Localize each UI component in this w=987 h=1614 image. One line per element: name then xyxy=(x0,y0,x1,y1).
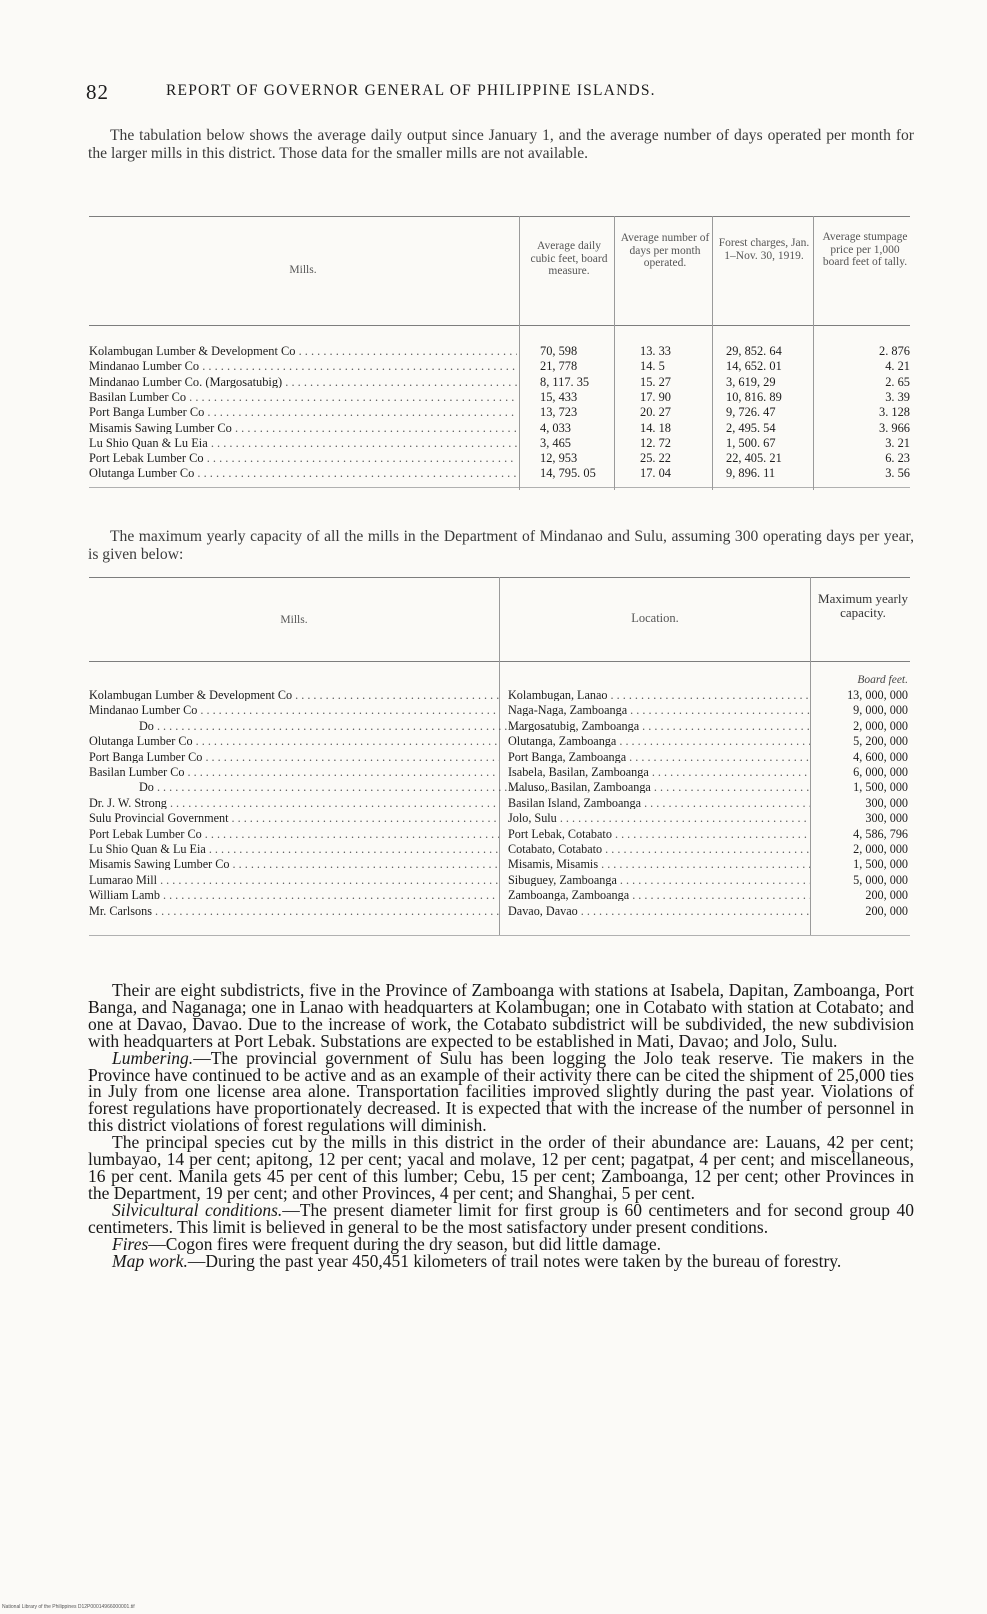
yearly-capacity: 2, 000, 000 xyxy=(853,719,908,732)
capacity-unit-label: Board feet. xyxy=(857,674,908,686)
silvicultural-paragraph: Silvicultural conditions.—The present diameter limit for first group is 60 centimeters and for second group 40 centimeters. This limit is believed in general to be the most satisfactory under present conditions. xyxy=(88,1199,914,1237)
mill-location: Isabela, Basilan, Zamboanga . . . xyxy=(508,766,810,778)
mill-location: Davao, Davao . . . xyxy=(508,905,810,917)
stumpage-price: 3. 56 xyxy=(885,467,910,480)
mill-name: Misamis Sawing Lumber Co . . . xyxy=(89,858,499,870)
table-row xyxy=(0,858,987,870)
table-row xyxy=(0,843,987,855)
table-row xyxy=(0,751,987,763)
forest-charges: 29, 852. 64 xyxy=(726,345,782,358)
table1-top-rule xyxy=(89,216,910,217)
species-paragraph: The principal species cut by the mills in this district in the order of their abundance are: Lauans, 42 per cent; lumbayao, 14 per cent; apitong, 12 per cent; yacal and molave, 12 per cent; pagatpat, 4 per cent; and miscellaneous, 16 per cent. Manila gets 45 per cent of this lumber; Cebu, 15 per cent; Zamboanga, 12 per cent; other Provinces in the Department, 19 per cent; and other Provinces, 4 per cent; and Shanghai, 5 per cent. xyxy=(88,1132,914,1203)
mill-name: Lumarao Mill . . . xyxy=(89,874,499,886)
table-row xyxy=(0,735,987,747)
table-row xyxy=(0,874,987,886)
yearly-capacity: 5, 200, 000 xyxy=(853,735,908,748)
capacity-paragraph: The maximum yearly capacity of all the mills in the Department of Mindanao and Sulu, assuming 300 operating days per year, is given below: xyxy=(88,528,914,563)
stumpage-price: 2. 876 xyxy=(879,345,910,358)
table1-header-rule xyxy=(89,325,910,326)
avg-daily-output: 13, 723 xyxy=(540,406,578,419)
mill-name: Sulu Provincial Government . . . xyxy=(89,812,499,824)
table1-header-charges: Forest charges, Jan. 1–Nov. 30, 1919. xyxy=(718,237,810,262)
avg-daily-output: 8, 117. 35 xyxy=(540,375,590,388)
scan-footer: National Library of the Philippines D12P00014966000001.tif xyxy=(2,1604,135,1610)
table-row xyxy=(0,812,987,824)
mill-name: Mindanao Lumber Co. (Margosatubig) . . . xyxy=(89,376,517,388)
map-work-paragraph: Map work.—During the past year 450,451 kilometers of trail notes were taken by the bureau of forestry. xyxy=(112,1250,842,1271)
table-row xyxy=(0,437,987,449)
avg-daily-output: 3, 465 xyxy=(540,436,571,450)
yearly-capacity: 13, 000, 000 xyxy=(847,689,908,701)
yearly-capacity: 200, 000 xyxy=(865,889,908,902)
forest-charges: 9, 896. 11 xyxy=(726,467,776,480)
yearly-capacity: 1, 500, 000 xyxy=(853,781,908,794)
mill-name: Misamis Sawing Lumber Co . . . xyxy=(89,422,517,434)
mill-name: Port Lebak Lumber Co . . . xyxy=(89,828,499,840)
table2-bottom-rule xyxy=(89,935,910,936)
table-row xyxy=(0,422,987,434)
avg-days-operated: 14. 5 xyxy=(640,360,665,373)
mill-name: Do . . . xyxy=(89,720,549,732)
mill-location: Port Banga, Zamboanga . . . xyxy=(508,751,810,763)
running-title: REPORT OF GOVERNOR GENERAL OF PHILIPPINE ISLANDS. xyxy=(166,82,656,99)
mill-name: Olutanga Lumber Co . . . xyxy=(89,467,517,479)
mill-location: Port Lebak, Cotabato . . . xyxy=(508,828,810,840)
avg-daily-output: 70, 598 xyxy=(540,345,578,358)
avg-days-operated: 13. 33 xyxy=(640,345,671,358)
yearly-capacity: 6, 000, 000 xyxy=(853,766,908,778)
mill-location: Jolo, Sulu . . . xyxy=(508,812,810,824)
yearly-capacity: 300, 000 xyxy=(865,812,908,825)
mill-name: Kolambugan Lumber & Development Co . . . xyxy=(89,689,499,701)
mill-location: Sibuguey, Zamboanga . . . xyxy=(508,874,810,886)
table1-header-mills: Mills. xyxy=(289,264,317,276)
table-row xyxy=(0,360,987,372)
avg-days-operated: 20. 27 xyxy=(640,406,671,419)
mill-name: Basilan Lumber Co . . . xyxy=(89,391,517,403)
stumpage-price: 2. 65 xyxy=(885,375,910,388)
table-row xyxy=(0,406,987,418)
table-row xyxy=(0,766,987,778)
table1-header-stumpage: Average stumpage price per 1,000 board feet of tally. xyxy=(822,231,908,268)
stumpage-price: 3. 128 xyxy=(879,406,910,419)
table-row xyxy=(0,467,987,479)
table-row xyxy=(0,376,987,388)
mill-name: Lu Shio Quan & Lu Eia . . . xyxy=(89,843,499,855)
mill-location: Naga-Naga, Zamboanga . . . xyxy=(508,704,810,716)
avg-days-operated: 15. 27 xyxy=(640,375,671,388)
lumbering-heading: Lumbering. xyxy=(112,1047,194,1068)
forest-charges: 10, 816. 89 xyxy=(726,390,782,404)
table1-header-daily: Average daily cubic feet, board measure. xyxy=(530,240,608,277)
mill-name: Kolambugan Lumber & Development Co . . . xyxy=(89,345,517,357)
silvicultural-heading: Silvicultural conditions. xyxy=(112,1199,283,1220)
table-row xyxy=(0,797,987,809)
yearly-capacity: 200, 000 xyxy=(865,904,908,917)
avg-daily-output: 12, 953 xyxy=(540,452,578,465)
table2-header-location: Location. xyxy=(631,611,679,625)
mill-name: Dr. J. W. Strong . . . xyxy=(89,797,499,809)
forest-charges: 9, 726. 47 xyxy=(726,406,776,419)
mill-location: Basilan Island, Zamboanga . . . xyxy=(508,797,810,809)
lumbering-paragraph: Lumbering.—The provincial government of Sulu has been logging the Jolo teak reserve. Tie makers in the Province have continued to be active and as an example of their activity there can be cited the shipment of 25,000 ties in July from one license area alone. Transportation facilities improved slightly during the past year. Violations of forest regulations have proportionately decreased. It is expected that with the increase of the number of personnel in this district violations of forest regulations will diminish. xyxy=(88,1047,914,1136)
table-row xyxy=(0,452,987,464)
avg-days-operated: 25. 22 xyxy=(640,452,671,465)
page-number: 82 xyxy=(86,80,109,104)
yearly-capacity: 4, 586, 796 xyxy=(853,827,908,840)
forest-charges: 1, 500. 67 xyxy=(726,436,776,450)
forest-charges: 2, 495. 54 xyxy=(726,421,776,434)
mill-location: Kolambugan, Lanao . . . xyxy=(508,689,810,701)
table1-bottom-rule xyxy=(89,487,910,488)
stumpage-price: 6. 23 xyxy=(885,452,910,465)
mill-location: Misamis, Misamis . . . xyxy=(508,858,810,870)
table-row xyxy=(0,391,987,403)
mill-location: Cotabato, Cotabato . . . xyxy=(508,843,810,855)
avg-days-operated: 12. 72 xyxy=(640,436,671,450)
mill-name: Port Banga Lumber Co . . . xyxy=(89,751,499,763)
mill-name: Port Lebak Lumber Co . . . xyxy=(89,452,517,464)
yearly-capacity: 9, 000, 000 xyxy=(853,704,908,717)
forest-charges: 3, 619, 29 xyxy=(726,375,776,388)
mill-name: Mindanao Lumber Co . . . xyxy=(89,360,517,372)
subdistricts-paragraph: Their are eight subdistricts, five in the Province of Zamboanga with stations at Isabela, Dapitan, Zamboanga, Port Banga, and Naganaga; one in Lanao with headquarters at Kolambugan; one in Cotabato with station at Cotabato; and one at Davao, Davao. Due to the increase of work, the Cotabato subdistrict will be subdivided, the new subdivision with headquarters at Port Lebak. Substations are expected to be established in Mati, Davao; and Jolo, Sulu. xyxy=(88,980,914,1051)
table-row xyxy=(0,781,987,793)
table-row xyxy=(0,905,987,917)
stumpage-price: 3. 39 xyxy=(885,390,910,404)
table2-header-capacity: Maximum yearly capacity. xyxy=(818,591,908,620)
mill-name: Do . . . xyxy=(89,781,549,793)
yearly-capacity: 2, 000, 000 xyxy=(853,843,908,855)
stumpage-price: 3. 21 xyxy=(885,436,910,450)
avg-daily-output: 15, 433 xyxy=(540,390,578,404)
avg-days-operated: 14. 18 xyxy=(640,421,671,434)
stumpage-price: 4. 21 xyxy=(885,360,910,373)
table-row xyxy=(0,720,987,732)
yearly-capacity: 5, 000, 000 xyxy=(853,873,908,886)
avg-daily-output: 14, 795. 05 xyxy=(540,467,596,480)
mill-name: William Lamb . . . xyxy=(89,889,499,901)
yearly-capacity: 1, 500, 000 xyxy=(853,858,908,871)
page-header xyxy=(86,80,916,108)
body-text xyxy=(88,982,914,1269)
forest-charges: 22, 405. 21 xyxy=(726,452,782,465)
avg-days-operated: 17. 90 xyxy=(640,390,671,404)
table1-header-days: Average number of days per month operated. xyxy=(620,232,710,269)
mill-location: Zamboanga, Zamboanga . . . xyxy=(508,889,810,901)
yearly-capacity: 4, 600, 000 xyxy=(853,750,908,763)
avg-daily-output: 4, 033 xyxy=(540,421,571,434)
table-row xyxy=(0,828,987,840)
mill-location: Maluso, Basilan, Zamboanga . . . xyxy=(508,781,810,793)
table-row xyxy=(0,689,987,701)
table-row xyxy=(0,704,987,716)
table2-header-mills: Mills. xyxy=(280,614,308,626)
table-row xyxy=(0,345,987,357)
map-work-heading: Map work. xyxy=(112,1250,188,1271)
table-row xyxy=(0,889,987,901)
mill-name: Basilan Lumber Co . . . xyxy=(89,766,499,778)
fires-heading: Fires xyxy=(112,1233,149,1254)
fires-paragraph: Fires—Cogon fires were frequent during the dry season, but did little damage. xyxy=(112,1233,662,1254)
mill-name: Mindanao Lumber Co . . . xyxy=(89,704,499,716)
mill-name: Mr. Carlsons . . . xyxy=(89,905,499,917)
mill-location: Margosatubig, Zamboanga . . . xyxy=(508,720,810,732)
avg-daily-output: 21, 778 xyxy=(540,360,578,373)
avg-days-operated: 17. 04 xyxy=(640,467,671,480)
mill-name: Lu Shio Quan & Lu Eia . . . xyxy=(89,437,517,449)
mill-name: Olutanga Lumber Co . . . xyxy=(89,735,499,747)
yearly-capacity: 300, 000 xyxy=(865,796,908,809)
intro-paragraph: The tabulation below shows the average daily output since January 1, and the average number of days operated per month for the larger mills in this district. Those data for the smaller mills are not available. xyxy=(88,127,914,162)
forest-charges: 14, 652. 01 xyxy=(726,360,782,373)
stumpage-price: 3. 966 xyxy=(879,421,910,434)
mill-location: Olutanga, Zamboanga . . . xyxy=(508,735,810,747)
mill-name: Port Banga Lumber Co . . . xyxy=(89,406,517,418)
